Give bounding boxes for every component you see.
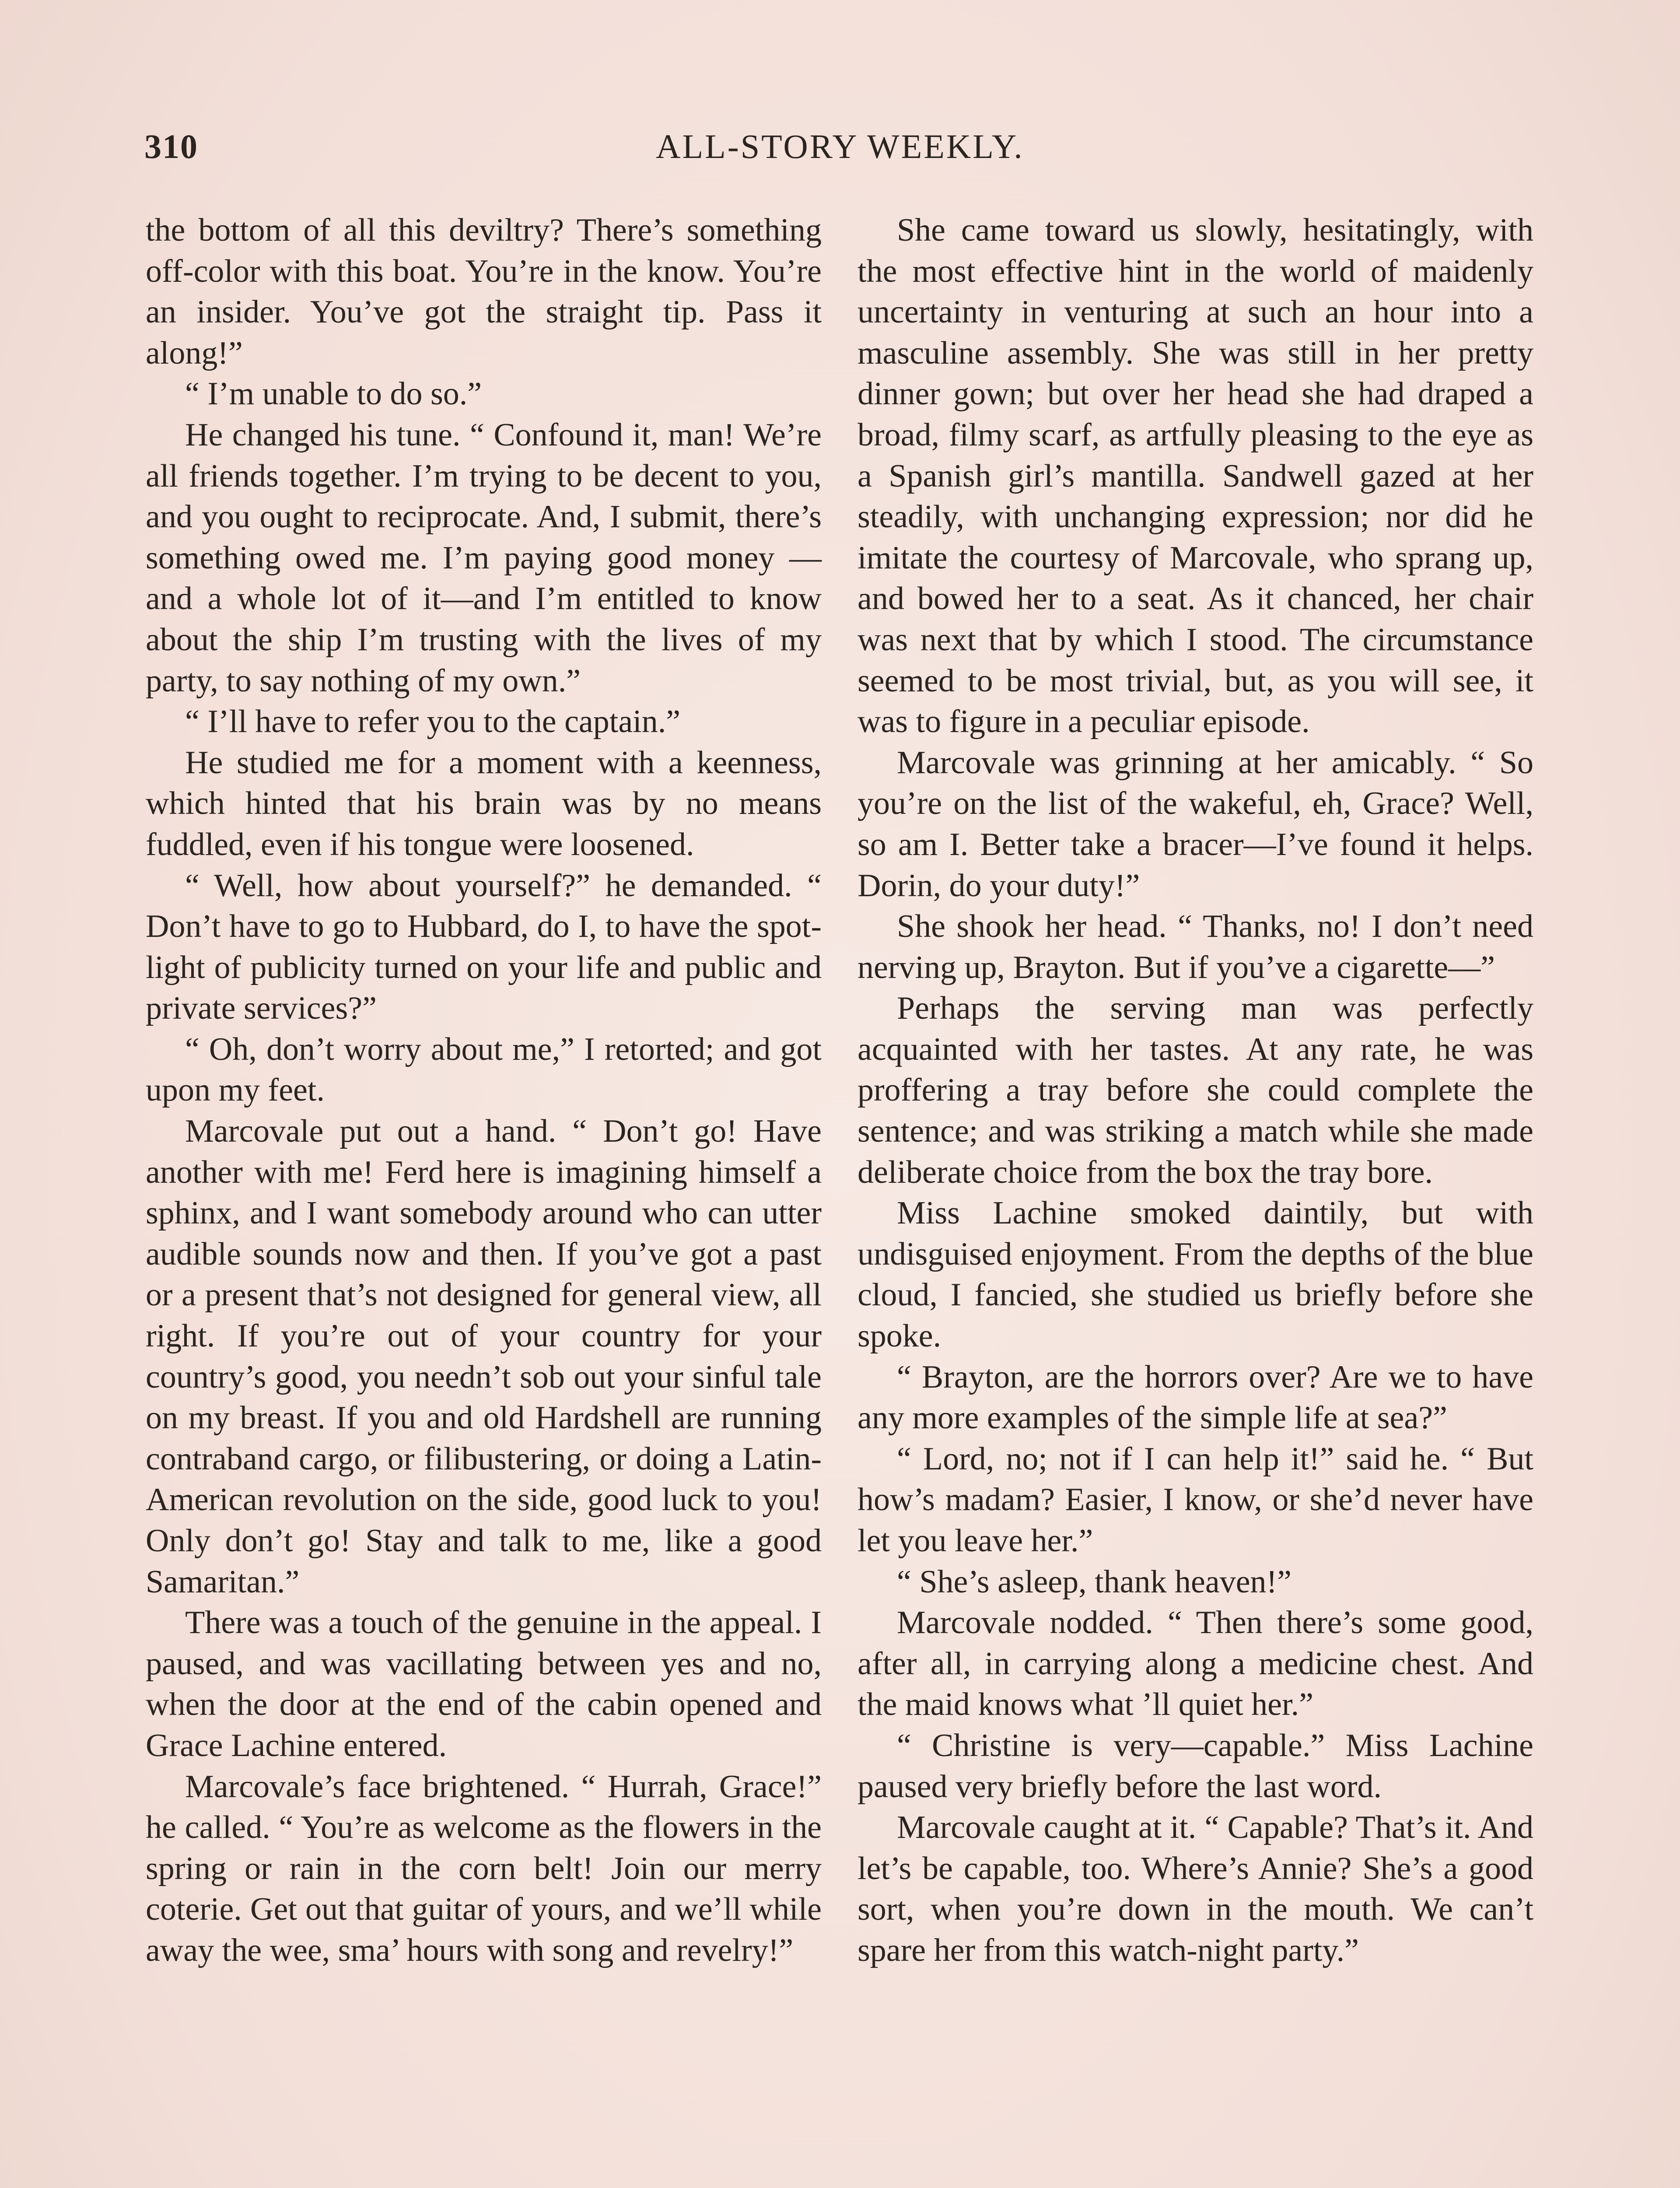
paragraph: the bottom of all this deviltry? There’s something off-color with this boat. You’re in the know. You’re an insider. You’ve got the straight tip. Pass it along!”: [146, 212, 822, 371]
paragraph: “ Brayton, are the horrors over? Are we to have any more examples of the simple life at sea?”: [858, 1359, 1533, 1436]
paragraph: He changed his tune. “ Confound it, man! We’re all friends together. I’m trying to be decent to you, and you ought to reciprocate. And, I submit, there’s something owed me. I’m paying good money —and a whole lot of it—and I’m entitled to know about the ship I’m trusting with the lives of my party, to say nothing of my own.”: [146, 417, 822, 699]
running-head: ALL-STORY WEEKLY.: [656, 127, 1024, 165]
page-number: 310: [144, 127, 198, 165]
paragraph: Marcovale nodded. “ Then there’s some good, after all, in carrying along a medicine chest. And the maid knows what ’ll quiet her.”: [858, 1605, 1533, 1723]
paragraph: Marcovale’s face brightened. “ Hurrah, Grace!” he called. “ You’re as welcome as the flowers in the spring or rain in the corn belt! Join our merry coterie. Get out that guitar of yours, and we’ll while away the wee, sma’ hours with song and revelry!”: [146, 1768, 822, 1968]
page-header: [144, 127, 1536, 179]
paragraph: Marcovale was grinning at her amicably. “ So you’re on the list of the wakeful, eh, Grace? Well, so am I. Better take a bracer—I’ve found it helps. Dorin, do your duty!”: [858, 744, 1533, 904]
paragraph: “ Christine is very—capable.” Miss Lachine paused very briefly before the last word.: [858, 1727, 1533, 1805]
right-column: [858, 210, 1533, 1971]
paragraph: “ Oh, don’t worry about me,” I retorted; and got upon my feet.: [146, 1031, 822, 1108]
paragraph: “ I’m unable to do so.”: [185, 376, 482, 412]
paragraph: Marcovale put out a hand. “ Don’t go! Have another with me! Ferd here is imagining himself a sphinx, and I want somebody around who can utter audible sounds now and then. If you’ve got a past or a present that’s not designed for general view, all right. If you’re out of your country for your country’s good, you needn’t sob out your sinful tale on my breast. If you and old Hardshell are running contraband cargo, or filibustering, or doing a Latin-American revolution on the side, good luck to you! Only don’t go! Stay and talk to me, like a good Samaritan.”: [146, 1113, 822, 1600]
paragraph: Marcovale caught at it. “ Capable? That’s it. And let’s be capable, too. Where’s Annie? She’s a good sort, when you’re down in the mouth. We can’t spare her from this watch-night party.”: [858, 1809, 1533, 1968]
paragraph: She shook her head. “ Thanks, no! I don’t need nerving up, Brayton. But if you’ve a cigarette—”: [858, 908, 1533, 985]
paragraph: She came toward us slowly, hesitatingly, with the most effective hint in the world of maidenly uncertainty in venturing at such an hour into a masculine assembly. She was still in her pretty dinner gown; but over her head she had draped a broad, filmy scarf, as artfully pleasing to the eye as a Spanish girl’s mantilla. Sandwell gazed at her steadily, with unchanging expression; nor did he imitate the courtesy of Marcovale, who sprang up, and bowed her to a seat. As it chanced, her chair was next that by which I stood. The circumstance seemed to be most trivial, but, as you will see, it was to figure in a peculiar episode.: [858, 212, 1533, 740]
paragraph: There was a touch of the genuine in the appeal. I paused, and was vacillating between yes and no, when the door at the end of the cabin opened and Grace Lachine entered.: [146, 1605, 822, 1764]
paragraph: “ Lord, no; not if I can help it!” said he. “ But how’s madam? Easier, I know, or she’d never have let you leave her.”: [858, 1441, 1533, 1559]
paragraph: “ I’ll have to refer you to the captain.”: [185, 704, 681, 740]
paragraph: “ Well, how about yourself?” he demanded. “ Don’t have to go to Hubbard, do I, to have the spot-light of publicity turned on your life and public and private services?”: [146, 867, 822, 1027]
paragraph: Perhaps the serving man was perfectly acquainted with her tastes. At any rate, he was proffering a tray before she could complete the sentence; and was striking a match while she made deliberate choice from the box the tray bore.: [858, 990, 1533, 1190]
paragraph: “ She’s asleep, thank heaven!”: [897, 1564, 1292, 1600]
paragraph: Miss Lachine smoked daintily, but with undisguised enjoyment. From the depths of the blue cloud, I fancied, she studied us briefly before she spoke.: [858, 1195, 1533, 1354]
left-column: [146, 210, 822, 1971]
paragraph: He studied me for a moment with a keenness, which hinted that his brain was by no means fuddled, even if his tongue were loosened.: [146, 744, 822, 863]
